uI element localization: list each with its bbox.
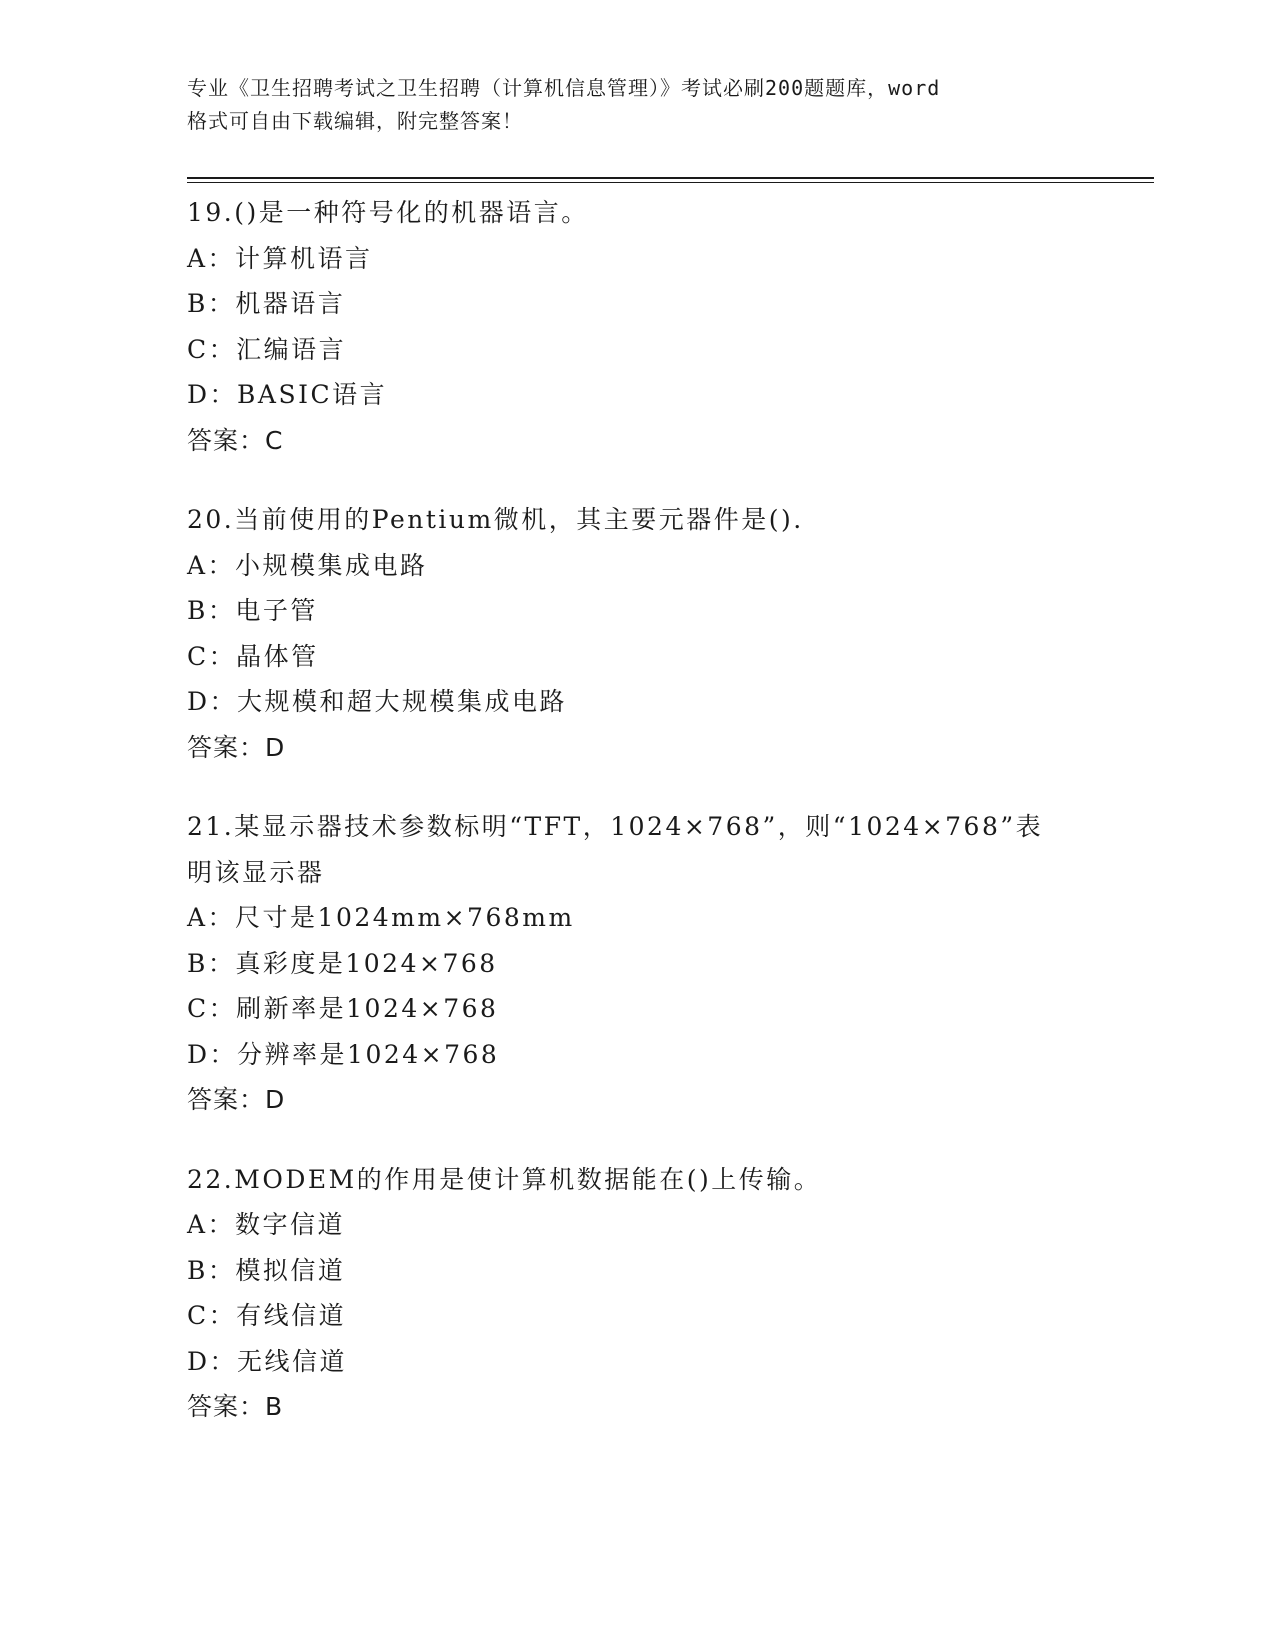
option-c: C：刷新率是1024×768	[187, 994, 499, 1023]
option-c: C：晶体管	[187, 641, 319, 671]
option-b: B：模拟信道	[187, 1255, 346, 1285]
question-stem: 22.MODEM的作用是使计算机数据能在()上传输。	[187, 1164, 822, 1194]
header-divider-thick	[187, 177, 1154, 179]
header-divider-thin	[187, 182, 1154, 183]
question-block	[187, 804, 1087, 1123]
document-header	[187, 72, 1087, 138]
option-a: A：小规模集成电路	[187, 550, 428, 580]
question-block	[187, 1157, 1087, 1430]
option-b: B：真彩度是1024×768	[187, 948, 498, 978]
option-b: B：机器语言	[187, 289, 346, 318]
option-a: A：计算机语言	[187, 243, 373, 273]
answer-line: 答案：C	[187, 425, 284, 455]
question-block	[187, 190, 1087, 463]
option-b: B：电子管	[187, 596, 318, 625]
answer-line: 答案：D	[187, 1085, 286, 1114]
option-c: C：汇编语言	[187, 334, 347, 364]
option-d: D：无线信道	[187, 1346, 348, 1376]
question-stem: 19.()是一种符号化的机器语言。	[187, 198, 589, 227]
answer-line: 答案：B	[187, 1392, 284, 1421]
question-stem: 20.当前使用的Pentium微机，其主要元器件是().	[187, 505, 804, 534]
option-d: D：大规模和超大规模集成电路	[187, 687, 568, 716]
option-c: C：有线信道	[187, 1301, 347, 1330]
header-line-1: 专业《卫生招聘考试之卫生招聘（计算机信息管理）》考试必刷200题题库，word	[187, 76, 941, 100]
option-a: A：尺寸是1024mm×768mm	[187, 903, 575, 932]
option-d: D：BASIC语言	[187, 380, 388, 409]
question-list	[187, 190, 1087, 1430]
option-a: A：数字信道	[187, 1210, 346, 1239]
header-line-2: 格式可自由下载编辑，附完整答案！	[187, 109, 523, 133]
option-d: D：分辨率是1024×768	[187, 1039, 500, 1069]
answer-line: 答案：D	[187, 732, 286, 762]
question-stem: 21.某显示器技术参数标明“TFT，1024×768”，则“1024×768”表	[187, 812, 1044, 841]
question-stem-continued: 明该显示器	[187, 857, 325, 887]
question-block	[187, 497, 1087, 770]
